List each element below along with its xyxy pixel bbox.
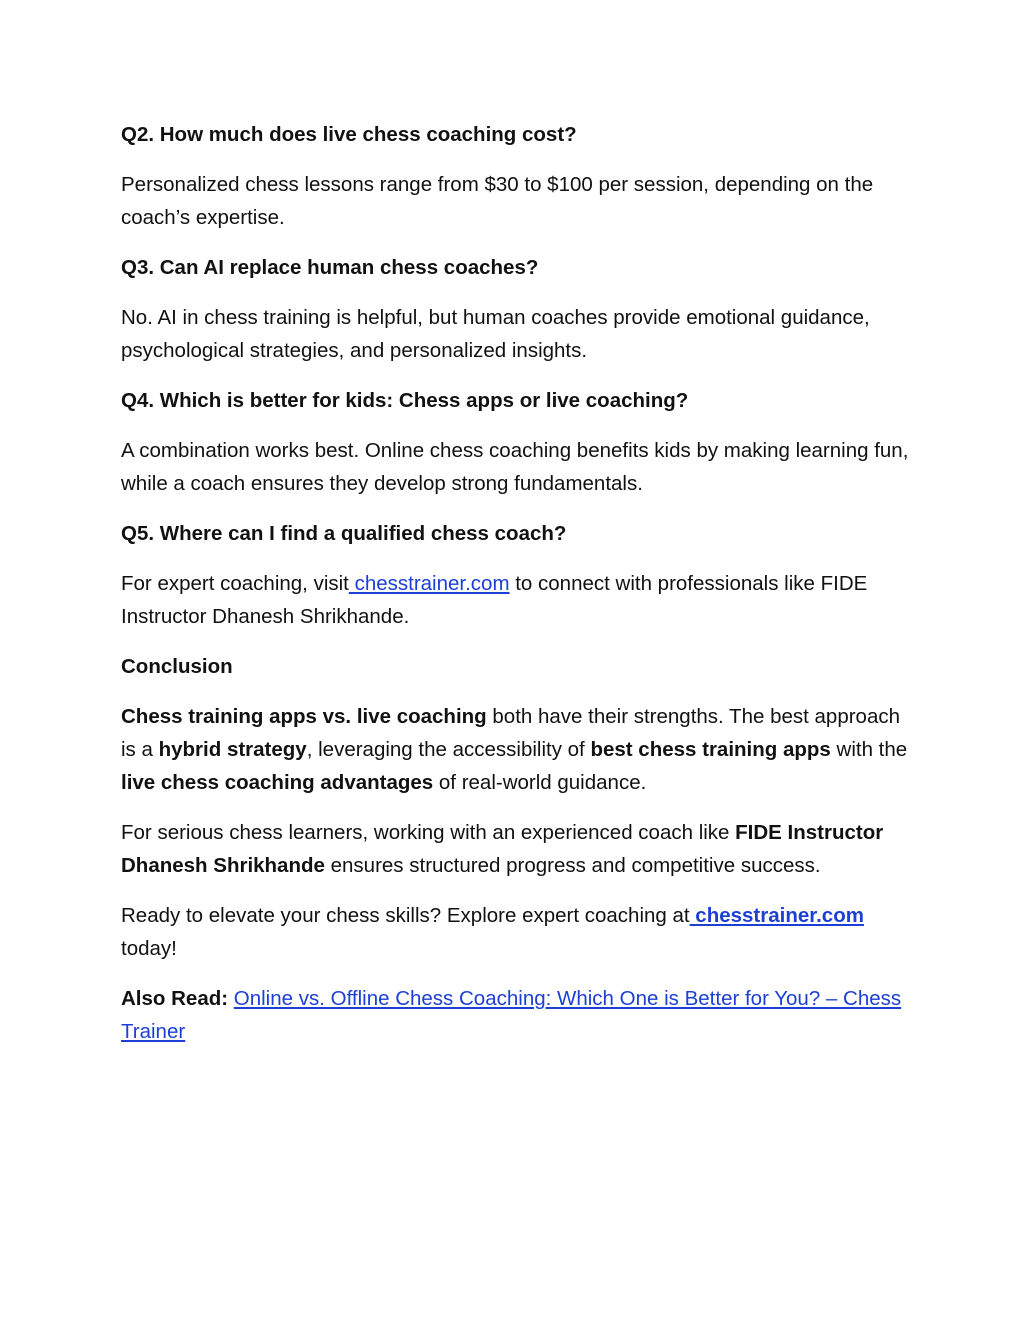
conclusion-paragraph-3 [121, 899, 912, 965]
faq-question-q2: Q2. How much does live chess coaching cost? [121, 123, 577, 146]
conclusion-p1-bold-4: live chess coaching advantages [121, 771, 434, 794]
faq-question-q4: Q4. Which is better for kids: Chess apps or live coaching? [121, 389, 689, 412]
faq-question-q5: Q5. Where can I find a qualified chess coach? [121, 522, 567, 545]
conclusion-p1-bold-1: Chess training apps vs. live coaching [121, 705, 487, 728]
also-read-link[interactable]: Online vs. Offline Chess Coaching: Which One is Better for You? – Chess Trainer [121, 987, 902, 1043]
also-read-paragraph [121, 982, 912, 1048]
also-read-label: Also Read: [121, 987, 229, 1010]
faq-answer-q2: Personalized chess lessons range from $30 to $100 per session, depending on the coach’s expertise. [121, 173, 874, 229]
conclusion-p2-text-1: For serious chess learners, working with an experienced coach like [121, 821, 736, 844]
chesstrainer-link[interactable]: chesstrainer.com [348, 572, 510, 595]
conclusion-p3-text-2: today! [121, 937, 177, 960]
conclusion-p1-text-1: both have their strengths. The best approach is a [121, 705, 901, 761]
faq-answer-q5-text-before: For expert coaching, visit [121, 572, 349, 595]
conclusion-paragraph-2 [121, 816, 912, 882]
conclusion-p1-text-3: with the [830, 738, 908, 761]
faq-answer-q3: No. AI in chess training is helpful, but human coaches provide emotional guidance, psychological strategies, and personalized insights. [121, 306, 870, 362]
conclusion-p1-text-4: of real-world guidance. [433, 771, 647, 794]
conclusion-paragraph-1 [121, 700, 912, 799]
conclusion-p1-bold-3: best chess training apps [590, 738, 831, 761]
conclusion-p2-bold-1: FIDE Instructor Dhanesh Shrikhande [121, 821, 884, 877]
conclusion-p2-text-2: ensures structured progress and competitive success. [324, 854, 821, 877]
conclusion-p3-text-1: Ready to elevate your chess skills? Explore expert coaching at [121, 904, 690, 927]
chesstrainer-bold-link[interactable]: chesstrainer.com [689, 904, 864, 927]
faq-answer-q4: A combination works best. Online chess coaching benefits kids by making learning fun, while a coach ensures they develop strong fundamentals. [121, 439, 909, 495]
conclusion-p1-text-2: , leveraging the accessibility of [306, 738, 591, 761]
conclusion-p1-bold-2: hybrid strategy [158, 738, 307, 761]
faq-question-q3: Q3. Can AI replace human chess coaches? [121, 256, 539, 279]
conclusion-heading: Conclusion [121, 655, 233, 678]
faq-answer-q5-text-after: to connect with professionals like FIDE Instructor Dhanesh Shrikhande. [121, 572, 868, 628]
faq-answer-q5 [121, 567, 912, 633]
